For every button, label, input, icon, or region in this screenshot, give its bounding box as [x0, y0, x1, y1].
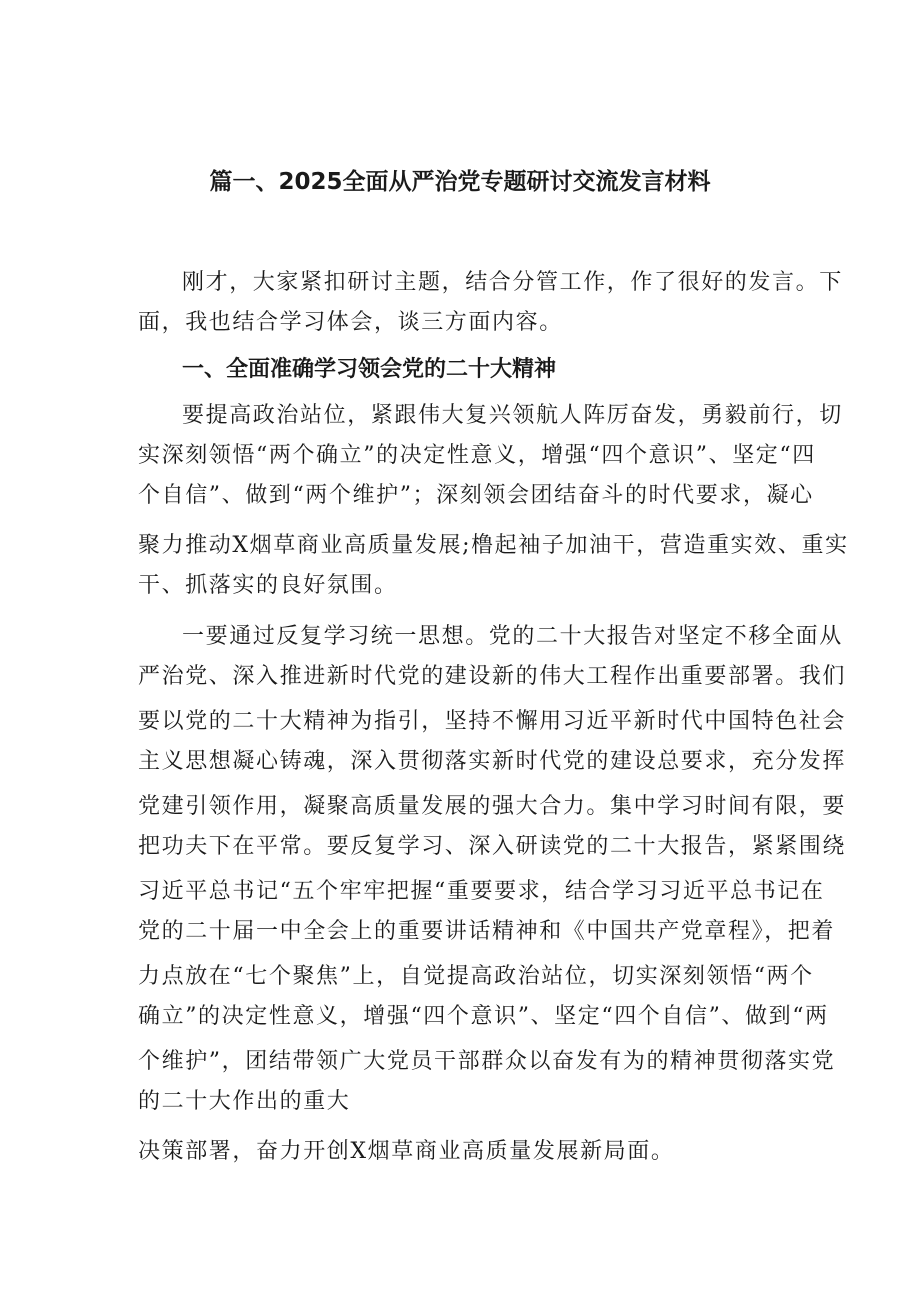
paragraph-line: 个自信”、做到“两个维护”；深刻领会团结奋斗的时代要求，凝心	[138, 483, 814, 508]
document-title: 篇一、2025全面从严治党专题研讨交流发言材料	[209, 169, 711, 195]
paragraph-line: 个维护”，团结带领广大党员干部群众以奋发有为的精神贯彻落实党	[138, 1049, 836, 1074]
paragraph-line: 实深刻领悟“两个确立”的决定性意义，增强“四个意识”、坚定“四	[138, 443, 816, 468]
paragraph-line: 党建引领作用，凝聚高质量发展的强大合力。集中学习时间有限，要	[138, 794, 847, 819]
paragraph-line: 严治党、深入推进新时代党的建设新的伟大工程作出重要部署。我们	[138, 664, 847, 689]
paragraph-line: 干、抓落实的良好氛围。	[138, 573, 398, 598]
paragraph-line: 力点放在“七个聚焦”上，自觉提高政治站位，切实深刻领悟“两个	[138, 964, 814, 989]
paragraph-line: 要提高政治站位，紧跟伟大复兴领航人阵厉奋发，勇毅前行，切	[182, 403, 843, 428]
paragraph-line: 刚才，大家紧扣研讨主题，结合分管工作，作了很好的发言。下	[182, 270, 843, 295]
paragraph-line: 聚力推动X烟草商业高质量发展;橹起袖子加油干，营造重实效、重实	[138, 533, 849, 558]
paragraph-line: 一要通过反复学习统一思想。党的二十大报告对坚定不移全面从	[182, 624, 843, 649]
section-heading: 一、全面准确学习领会党的二十大精神	[182, 357, 557, 382]
paragraph-line: 主义思想凝心铸魂，深入贯彻落实新时代党的建设总要求，充分发挥	[138, 749, 847, 774]
paragraph-line: 的二十大作出的重大	[138, 1089, 351, 1114]
paragraph-line: 党的二十届一中全会上的重要讲话精神和《中国共产党章程》，把着	[138, 919, 836, 944]
paragraph-line: 习近平总书记“五个牢牢把握“重要要求，结合学习习近平总书记在	[138, 879, 825, 904]
paragraph-line: 确立”的决定性意义，增强“四个意识”、坚定“四个自信”、做到“两	[138, 1004, 829, 1029]
paragraph-line: 决策部署，奋力开创X烟草商业高质量发展新局面。	[138, 1139, 675, 1164]
paragraph-line: 要以党的二十大精神为指引，坚持不懈用习近平新时代中国特色社会	[138, 709, 847, 734]
paragraph-line: 把功夫下在平常。要反复学习、深入研读党的二十大报告，紧紧围绕	[138, 834, 847, 859]
paragraph-line: 面，我也结合学习体会，谈三方面内容。	[138, 310, 563, 335]
